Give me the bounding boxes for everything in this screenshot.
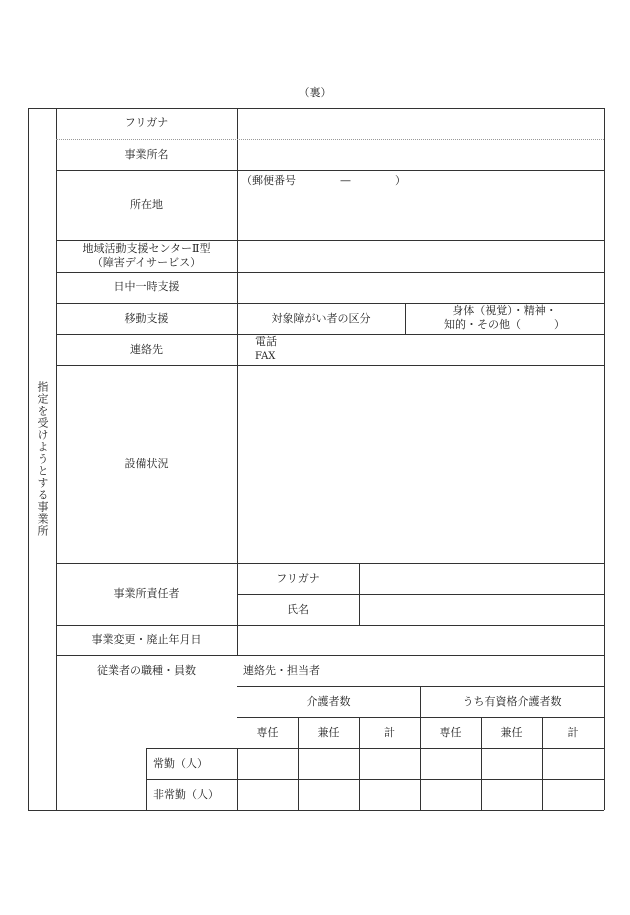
page-title: （裏） [298, 86, 332, 99]
manager-name-input-cell[interactable] [360, 595, 604, 625]
col-header: 兼任 [500, 726, 523, 739]
frame-bottom-border [28, 810, 604, 811]
office-name-input-cell[interactable] [238, 140, 604, 170]
disability-type-line2[interactable]: 知的・その他（ ） [444, 318, 565, 331]
target-category-label: 対象障がい者の区分 [271, 312, 371, 325]
manager-label: 事業所責任者 [113, 587, 180, 600]
disability-type-line1: 身体（視覚）・精神・ [452, 304, 557, 317]
furigana-label: フリガナ [124, 116, 169, 129]
col-header: 計 [567, 726, 579, 739]
change-date-label: 事業変更・廃止年月日 [91, 633, 202, 646]
center-type-input-cell[interactable] [238, 241, 604, 272]
side-label-text: 指定を受けようとする事業所 [36, 381, 49, 537]
staff-label: 従業者の職種・員数 [97, 664, 196, 677]
postal-code-field[interactable]: （郵便番号 — ） [241, 174, 406, 187]
facilities-label: 設備状況 [124, 457, 169, 470]
side-label [28, 108, 56, 810]
col-header: 専任 [439, 726, 462, 739]
frame-right-border [604, 108, 605, 810]
center-type-label-line1: 地域活動支援センターⅡ型 [82, 242, 211, 255]
address-input-cell[interactable] [238, 190, 604, 240]
caregiver-count-header: 介護者数 [306, 695, 351, 708]
qualified-caregiver-header: うち有資格介護者数 [462, 695, 562, 708]
staff-contact-label: 連絡先・担当者 [243, 664, 320, 677]
facilities-input-cell[interactable] [238, 366, 604, 563]
row-divider [146, 748, 604, 749]
furigana-input-cell[interactable] [238, 109, 604, 139]
phone-label: 電話 [255, 335, 277, 348]
row-divider [56, 334, 604, 335]
col-header: 兼任 [317, 726, 340, 739]
manager-furigana-input-cell[interactable] [360, 564, 604, 594]
office-name-label: 事業所名 [124, 148, 169, 161]
row-divider [56, 655, 604, 656]
center-type-label-line2: （障害デイサービス） [91, 256, 202, 269]
manager-furigana-label: フリガナ [276, 572, 320, 585]
mobility-support-label: 移動支援 [124, 312, 169, 325]
row-divider [146, 779, 604, 780]
part-time-row-label: 非常勤（人） [153, 788, 219, 801]
address-label: 所在地 [130, 198, 163, 211]
daytime-support-label: 日中一時支援 [113, 280, 180, 293]
col-header: 専任 [256, 726, 279, 739]
staff-label-divider [237, 748, 238, 810]
change-date-input-cell[interactable] [238, 626, 604, 655]
daytime-support-input-cell[interactable] [238, 273, 604, 303]
full-time-row-label: 常勤（人） [153, 757, 208, 770]
staff-label-divider [146, 748, 147, 810]
contact-label: 連絡先 [130, 343, 163, 356]
row-divider [56, 170, 604, 171]
manager-name-label: 氏名 [287, 603, 309, 616]
fax-label: FAX [255, 351, 276, 362]
col-header: 計 [384, 726, 395, 739]
